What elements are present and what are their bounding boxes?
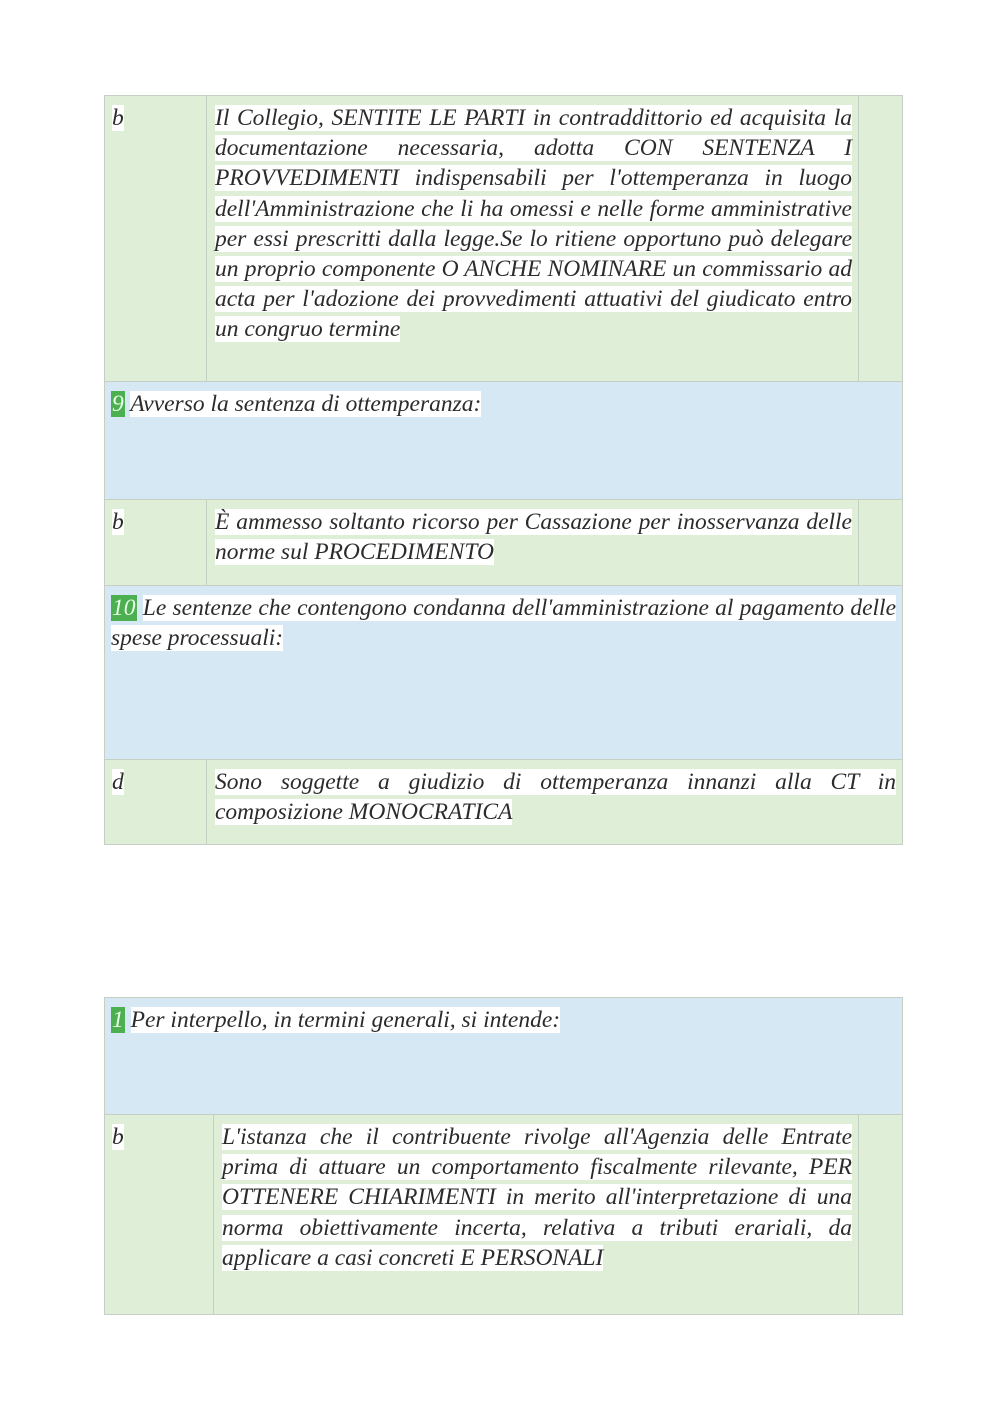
- question-text: 1 Per interpello, in termini generali, si intende:: [112, 1007, 561, 1033]
- empty-cell: [858, 96, 902, 381]
- question-row: [105, 586, 902, 760]
- quiz-table-1: [104, 95, 903, 845]
- answer-text: È ammesso soltanto ricorso per Cassazione per inosservanza delle norme sul PROCEDIMENTO: [215, 509, 852, 566]
- answer-text: L'istanza che il contribuente rivolge all'Agenzia delle Entrate prima di attuare un comportamento fiscalmente rilevante, PER OTTENERE CHIARIMENTI in merito all'interpretazione di una norma obiettivamente incerta, relativa a tributi erariali, da applicare a casi concreti E PERSONALI: [222, 1124, 852, 1271]
- answer-row: [105, 760, 902, 844]
- answer-text: Sono soggette a giudizio di ottemperanza innanzi alla CT in composizione MONOCRATICA: [215, 769, 896, 826]
- answer-text: Il Collegio, SENTITE LE PARTI in contraddittorio ed acquisita la documentazione necessaria, adotta CON SENTENZA I PROVVEDIMENTI indispensabili per l'ottemperanza in luogo dell'Amministrazione che li ha omessi e nelle forme amministrative per essi prescritti dalla legge.Se lo ritiene opportuno può delegare un proprio componente O ANCHE NOMINARE un commissario ad acta per l'adozione dei provvedimenti attuativi del giudicato entro un congruo termine: [215, 105, 852, 343]
- answer-row: [105, 1115, 902, 1314]
- question-number: 1: [112, 1007, 124, 1033]
- question-number: 10: [112, 595, 136, 621]
- answer-letter: b: [105, 500, 207, 585]
- question-text: 10 Le sentenze che contengono condanna dell'amministrazione al pagamento delle spese processuali:: [111, 595, 897, 652]
- question-row: [105, 382, 902, 500]
- empty-cell: [858, 1115, 902, 1314]
- answer-row: [105, 500, 902, 586]
- question-number: 9: [112, 391, 124, 417]
- answer-letter: b: [105, 96, 207, 381]
- question-row: [105, 998, 902, 1115]
- empty-cell: [858, 500, 902, 585]
- answer-row: [105, 96, 902, 382]
- answer-letter: b: [105, 1115, 214, 1314]
- question-text: 9 Avverso la sentenza di ottemperanza:: [112, 391, 482, 417]
- quiz-table-2: [104, 997, 903, 1315]
- answer-letter: d: [105, 760, 207, 844]
